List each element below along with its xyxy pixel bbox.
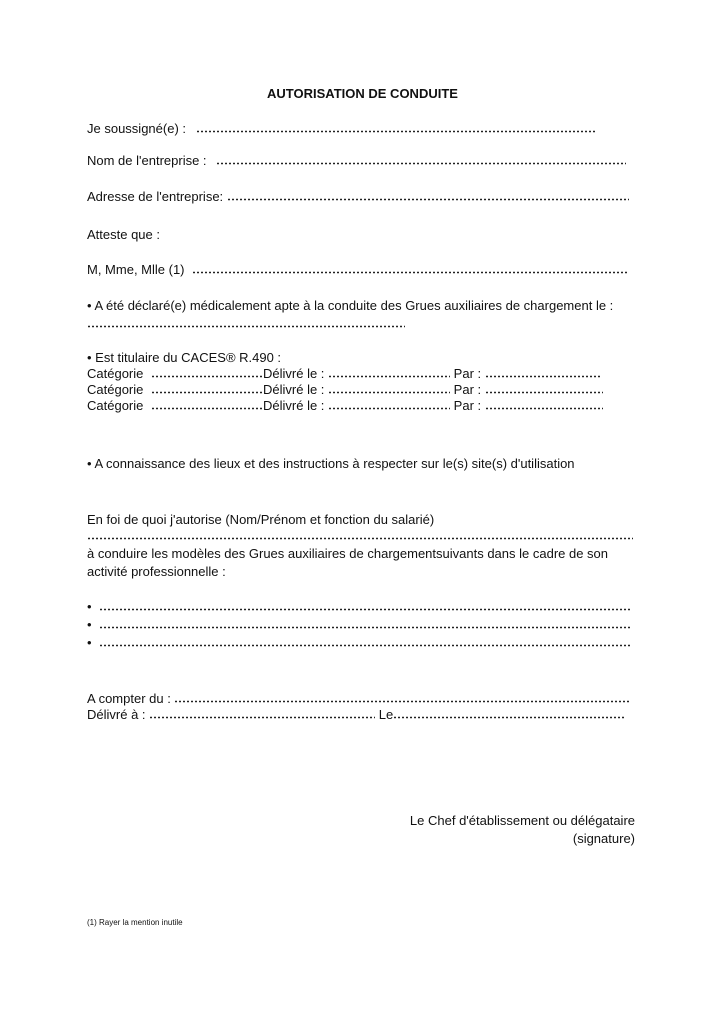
par-field[interactable] bbox=[485, 391, 603, 394]
categorie-label: Catégorie bbox=[87, 366, 144, 381]
adresse-field[interactable] bbox=[227, 198, 629, 201]
le-field[interactable] bbox=[393, 716, 625, 719]
categorie-field[interactable] bbox=[151, 375, 263, 378]
par-label: Par : bbox=[453, 382, 482, 397]
soussigne-field[interactable] bbox=[196, 130, 596, 133]
medical-date-field[interactable] bbox=[87, 325, 405, 328]
delivre-label: Délivré le : bbox=[263, 398, 325, 413]
adresse-row bbox=[87, 189, 629, 205]
caces-heading: • Est titulaire du CACES® R.490 : bbox=[87, 350, 282, 365]
delivre-a-row bbox=[87, 707, 625, 723]
categorie-label: Catégorie bbox=[87, 398, 144, 413]
delivre-label: Délivré le : bbox=[263, 382, 325, 397]
autorisation-line3: activité professionnelle : bbox=[87, 564, 226, 579]
bullet-icon: • bbox=[87, 599, 92, 614]
civilite-label: M, Mme, Mlle (1) bbox=[87, 262, 185, 277]
delivre-a-label: Délivré à : bbox=[87, 707, 146, 722]
signature-title: Le Chef d'établissement ou délégataire bbox=[409, 813, 635, 828]
caces-row bbox=[87, 382, 603, 398]
soussigne-label: Je soussigné(e) : bbox=[87, 121, 186, 136]
footnote: (1) Rayer la mention inutile bbox=[87, 918, 183, 927]
delivre-field[interactable] bbox=[328, 391, 450, 394]
document-title: AUTORISATION DE CONDUITE bbox=[267, 86, 458, 101]
model-item bbox=[87, 617, 631, 633]
caces-row bbox=[87, 398, 603, 414]
civilite-field[interactable] bbox=[192, 271, 628, 274]
signature-block bbox=[410, 812, 635, 848]
model-field[interactable] bbox=[99, 644, 631, 647]
model-item bbox=[87, 599, 631, 615]
par-field[interactable] bbox=[485, 407, 603, 410]
bullet-icon: • bbox=[87, 617, 92, 632]
bullet-icon: • bbox=[87, 635, 92, 650]
delivre-field[interactable] bbox=[328, 375, 450, 378]
civilite-row bbox=[87, 262, 628, 278]
caces-row bbox=[87, 366, 601, 382]
medical-date-row bbox=[87, 316, 405, 332]
categorie-label: Catégorie bbox=[87, 382, 144, 397]
compter-label: A compter du : bbox=[87, 691, 171, 706]
autorisation-line2: à conduire les modèles des Grues auxiliaires de chargementsuivants dans le cadre de son bbox=[87, 546, 609, 561]
categorie-field[interactable] bbox=[151, 391, 263, 394]
adresse-label: Adresse de l'entreprise: bbox=[87, 189, 224, 204]
categorie-field[interactable] bbox=[151, 407, 263, 410]
model-field[interactable] bbox=[99, 626, 631, 629]
delivre-field[interactable] bbox=[328, 407, 450, 410]
soussigne-row bbox=[87, 121, 596, 137]
model-field[interactable] bbox=[99, 608, 631, 611]
atteste-label: Atteste que : bbox=[87, 227, 160, 242]
entreprise-label: Nom de l'entreprise : bbox=[87, 153, 207, 168]
entreprise-field[interactable] bbox=[216, 162, 626, 165]
signature-label: (signature) bbox=[572, 831, 635, 846]
salarie-field[interactable] bbox=[87, 537, 633, 540]
autorisation-line1: En foi de quoi j'autorise (Nom/Prénom et fonction du salarié) bbox=[87, 512, 435, 527]
par-label: Par : bbox=[453, 366, 482, 381]
par-label: Par : bbox=[453, 398, 482, 413]
medical-text: • A été déclaré(e) médicalement apte à la conduite des Grues auxiliaires de chargement le : bbox=[87, 298, 614, 313]
delivre-a-field[interactable] bbox=[149, 716, 375, 719]
par-field[interactable] bbox=[485, 375, 601, 378]
connaissance-text: • A connaissance des lieux et des instructions à respecter sur le(s) site(s) d'utilisation bbox=[87, 456, 575, 471]
delivre-label: Délivré le : bbox=[263, 366, 325, 381]
compter-row bbox=[87, 691, 629, 707]
compter-field[interactable] bbox=[174, 700, 629, 703]
model-item bbox=[87, 635, 631, 651]
le-label: Le bbox=[378, 707, 394, 722]
entreprise-row bbox=[87, 153, 626, 169]
salarie-row bbox=[87, 528, 633, 544]
